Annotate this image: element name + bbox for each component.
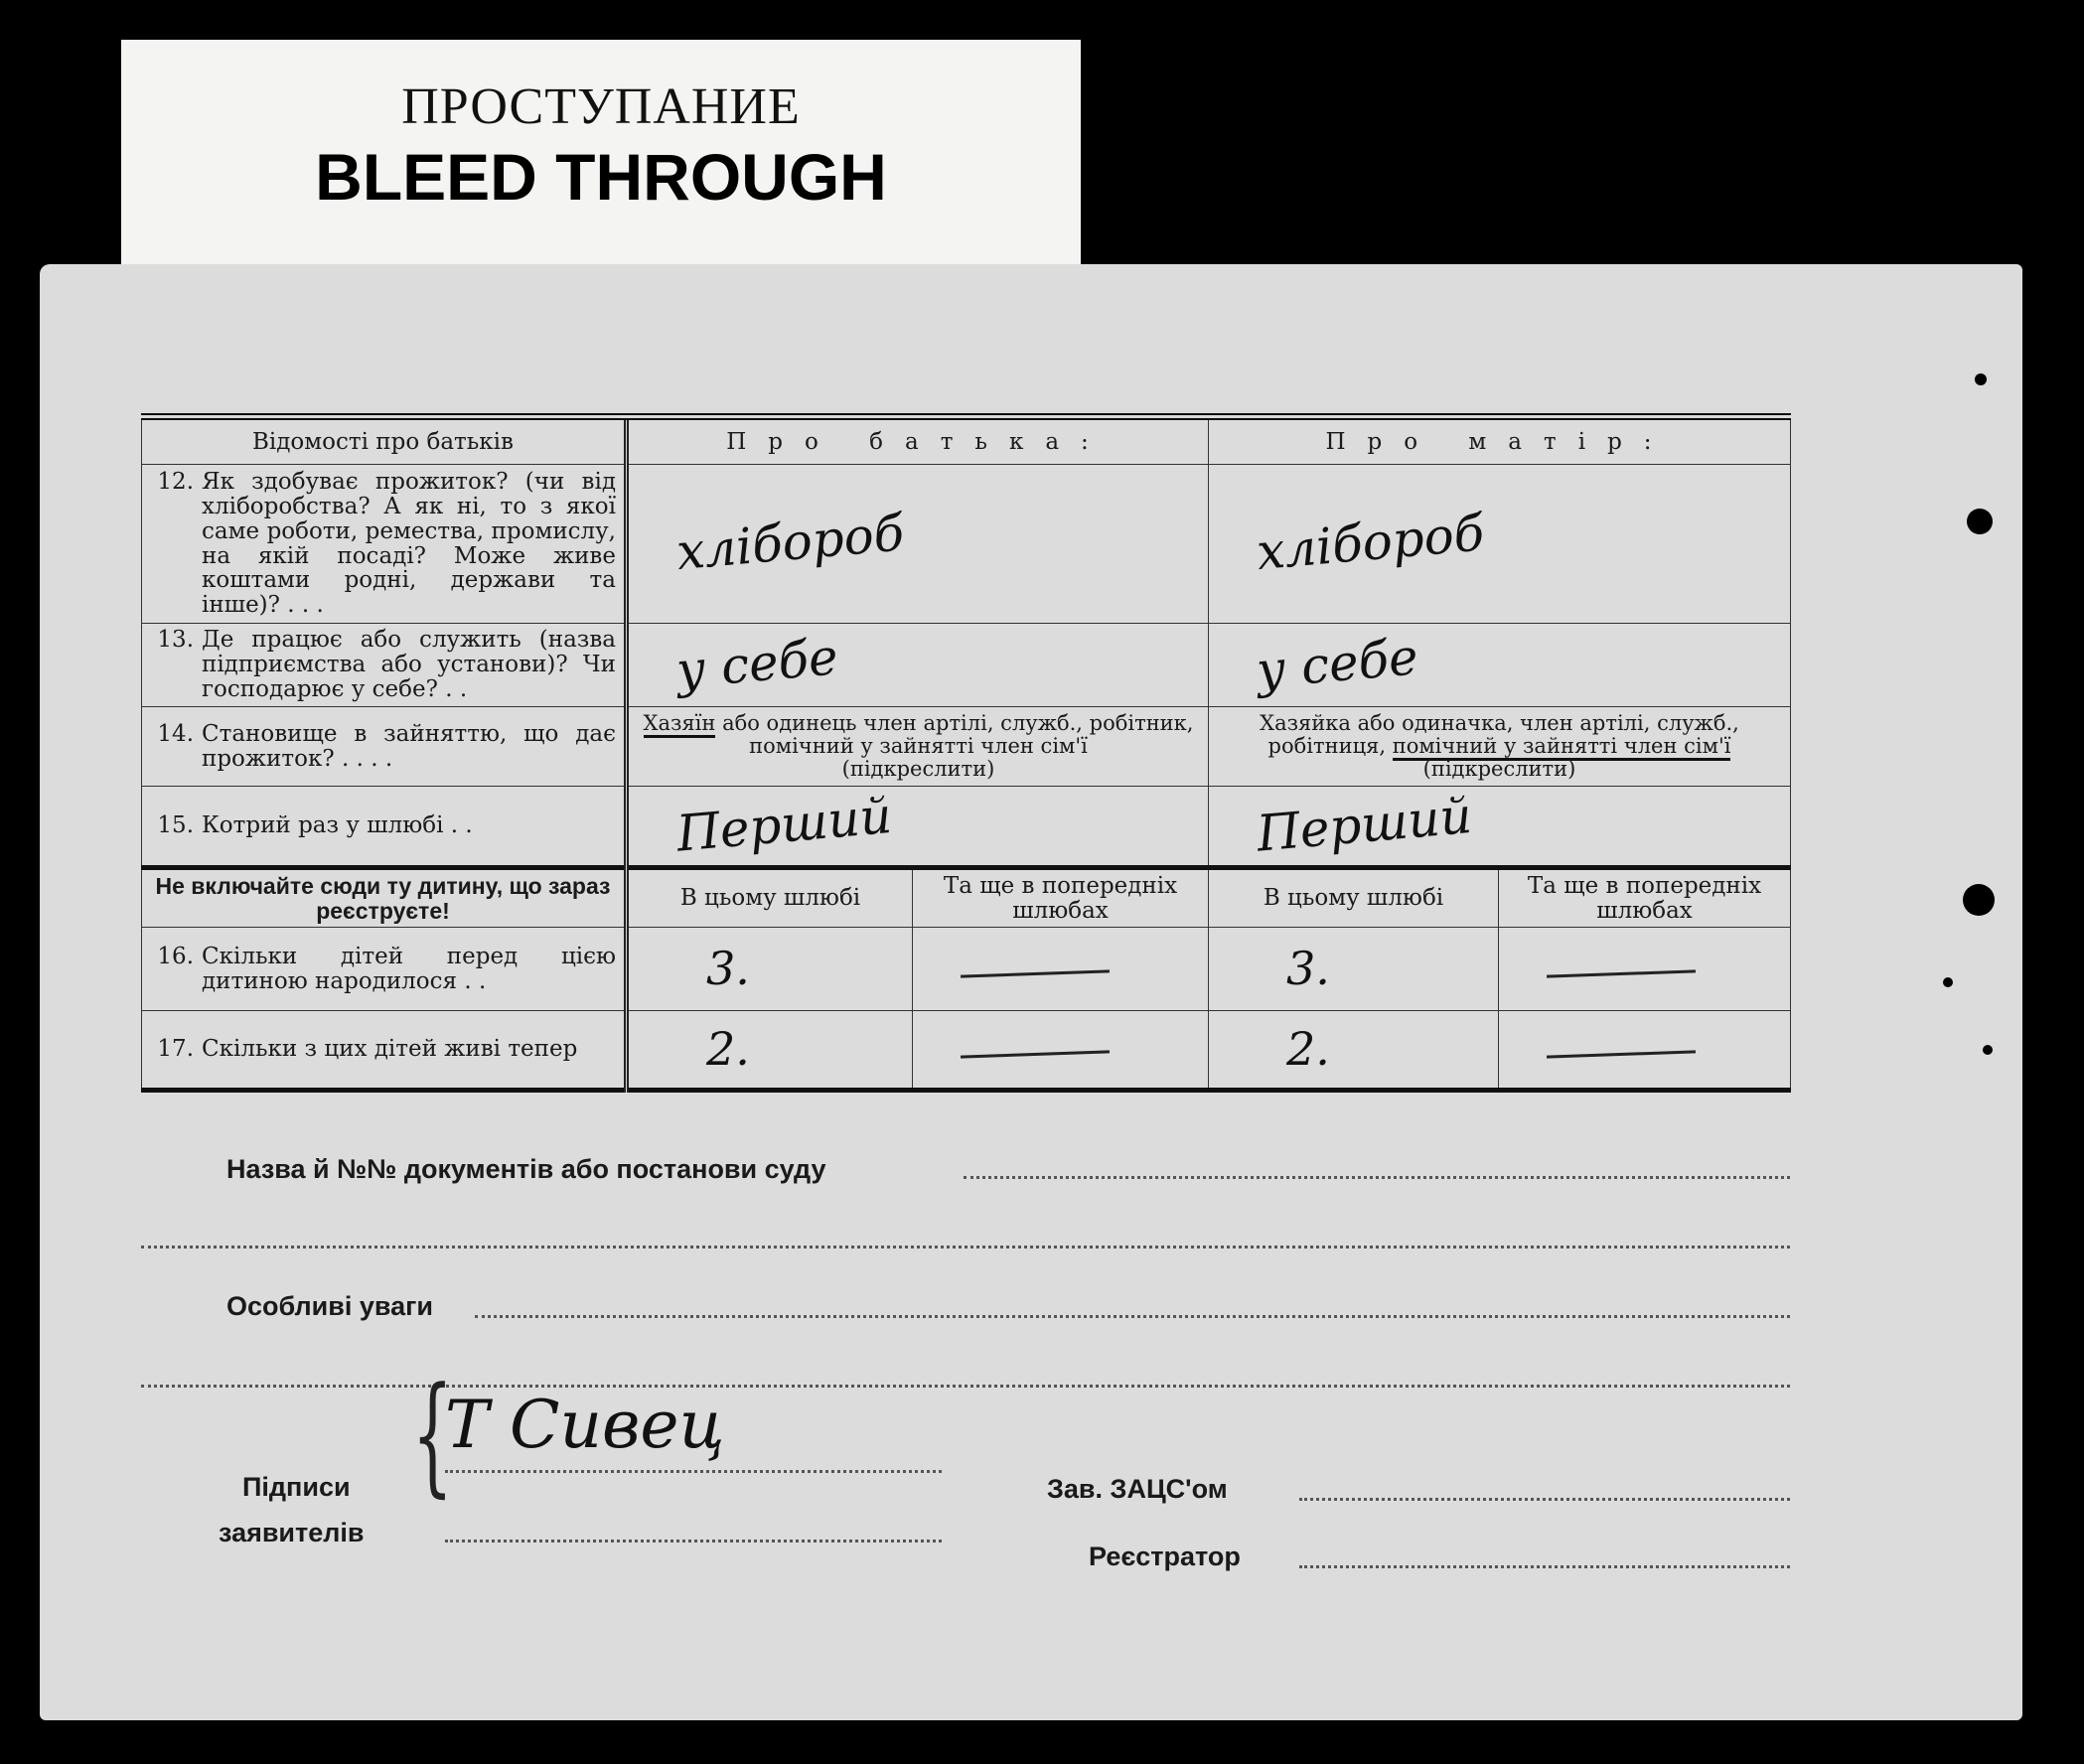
underlined-choice: помічний у зайнятті член сім'ї (1393, 734, 1731, 761)
documents-fill-line (964, 1176, 1790, 1179)
punch-hole (1963, 884, 1995, 916)
registrar-label: Реєстратор (1089, 1542, 1241, 1571)
handwritten-answer: хлібороб (1254, 503, 1487, 581)
handwritten-dash (961, 1050, 1110, 1058)
question-text: Скільки дітей перед цією дитиною народилося . . (202, 943, 616, 994)
choice-options: або одинець член артілі, служб., робітник, помічний у зайнятті член сім'ї (715, 711, 1194, 759)
answer-12-mother (1209, 465, 1791, 624)
punch-hole (1983, 1045, 1993, 1055)
table-row (142, 465, 1791, 624)
answer-12-father (627, 465, 1209, 624)
documents-fill-line-2 (141, 1246, 1790, 1249)
handwritten-answer: Перший (1254, 786, 1475, 863)
handwritten-number: 2. (1286, 1021, 1330, 1076)
question-number: 12. (157, 469, 194, 496)
mother-this-marriage-header: В цьому шлюбі (1209, 868, 1499, 928)
answer-15-mother (1209, 787, 1791, 868)
zags-head-line (1299, 1498, 1790, 1501)
question-text: Де працює або служить (назва підприємства або установи)? Чи господарює у себе? . . (202, 627, 616, 702)
handwritten-dash (1547, 1050, 1696, 1058)
mother-previous-marriages-header: Та ще в попередніх шлюбах (1499, 868, 1791, 928)
form-sheet (40, 264, 2022, 1720)
answer-16-father-this (627, 928, 913, 1011)
documents-label: Назва й №№ документів або постанови суду (226, 1154, 826, 1184)
answer-15-father (627, 787, 1209, 868)
answer-13-mother (1209, 624, 1791, 707)
special-notes-fill-line (475, 1315, 1790, 1318)
handwritten-dash (961, 969, 1110, 977)
answer-16-mother-this (1209, 928, 1499, 1011)
question-14 (142, 707, 627, 787)
handwritten-answer: Перший (673, 786, 895, 863)
label-english-text: BLEED THROUGH (315, 140, 887, 214)
signature-line-2 (445, 1540, 942, 1543)
warning-note: Не включайте сюди ту дитину, що зараз реєструєте! (142, 868, 627, 928)
underlined-choice: Хазяїн (644, 711, 716, 738)
answer-14-father (627, 707, 1209, 787)
question-number: 17. (157, 1036, 194, 1063)
handwritten-number: 3. (706, 941, 750, 995)
handwritten-number: 2. (706, 1021, 750, 1076)
header-mother: Про матір: (1209, 417, 1791, 465)
question-text: Котрий раз у шлюбі . . (202, 812, 473, 839)
handwritten-dash (1547, 969, 1696, 977)
table-row (142, 1011, 1791, 1091)
answer-17-mother-prev (1499, 1011, 1791, 1091)
question-13 (142, 624, 627, 707)
table-row (142, 868, 1791, 928)
special-notes-fill-line-2 (141, 1385, 1790, 1388)
question-text: Як здобуває прожиток? (чи від хліборобства? А як ні, то з якої саме роботи, ремества, промислу, на якій посаді? Може живе коштами родні, держави та інше)? . . . (202, 469, 616, 619)
label-russian-text: ПРОСТУПАНИЕ (401, 78, 801, 135)
question-number: 15. (157, 812, 194, 839)
answer-13-father (627, 624, 1209, 707)
choice-options: Хазяйка або одиначка, член артілі, служб., робітниця, (1260, 711, 1739, 759)
question-number: 16. (157, 943, 194, 969)
question-number: 13. (157, 627, 194, 654)
punch-hole (1943, 977, 1953, 987)
punch-hole (1975, 373, 1987, 385)
zags-head-label: Зав. ЗАЦС'ом (1047, 1474, 1228, 1504)
table-row (142, 928, 1791, 1011)
question-16 (142, 928, 627, 1011)
answer-17-father-prev (913, 1011, 1209, 1091)
answer-16-father-prev (913, 928, 1209, 1011)
signatures-label-line1: Підписи (242, 1472, 351, 1502)
answer-16-mother-prev (1499, 928, 1791, 1011)
applicant-signature: Т Сивец (445, 1387, 725, 1463)
question-12 (142, 465, 627, 624)
signatures-label-line2: заявителів (219, 1518, 365, 1547)
table-row (142, 707, 1791, 787)
handwritten-number: 3. (1286, 941, 1330, 995)
parents-info-table (141, 413, 1791, 1093)
header-father: Про батька: (627, 417, 1209, 465)
table-row (142, 787, 1791, 868)
underline-hint: (підкреслити) (841, 756, 995, 781)
handwritten-answer: у себе (1254, 627, 1420, 699)
bleed-through-label-card (121, 40, 1081, 266)
signature-line-1 (445, 1470, 942, 1473)
registrar-line (1299, 1565, 1790, 1568)
answer-17-mother-this (1209, 1011, 1499, 1091)
punch-hole (1967, 509, 1993, 534)
header-parents-info: Відомості про батьків (142, 417, 627, 465)
signature-brace: { (411, 1359, 454, 1510)
handwritten-answer: хлібороб (673, 503, 907, 581)
question-number: 14. (157, 720, 194, 747)
answer-14-mother (1209, 707, 1791, 787)
question-text: Скільки з цих дітей живі тепер (202, 1036, 578, 1063)
answer-17-father-this (627, 1011, 913, 1091)
question-17 (142, 1011, 627, 1091)
question-text: Становище в зайняттю, що дає прожиток? . . . . (202, 720, 616, 772)
underline-hint: (підкреслити) (1422, 756, 1576, 781)
father-this-marriage-header: В цьому шлюбі (627, 868, 913, 928)
handwritten-answer: у себе (673, 627, 840, 699)
question-15 (142, 787, 627, 868)
table-row (142, 624, 1791, 707)
table-header-row (142, 417, 1791, 465)
special-notes-label: Особливі уваги (226, 1291, 433, 1321)
father-previous-marriages-header: Та ще в попередніх шлюбах (913, 868, 1209, 928)
